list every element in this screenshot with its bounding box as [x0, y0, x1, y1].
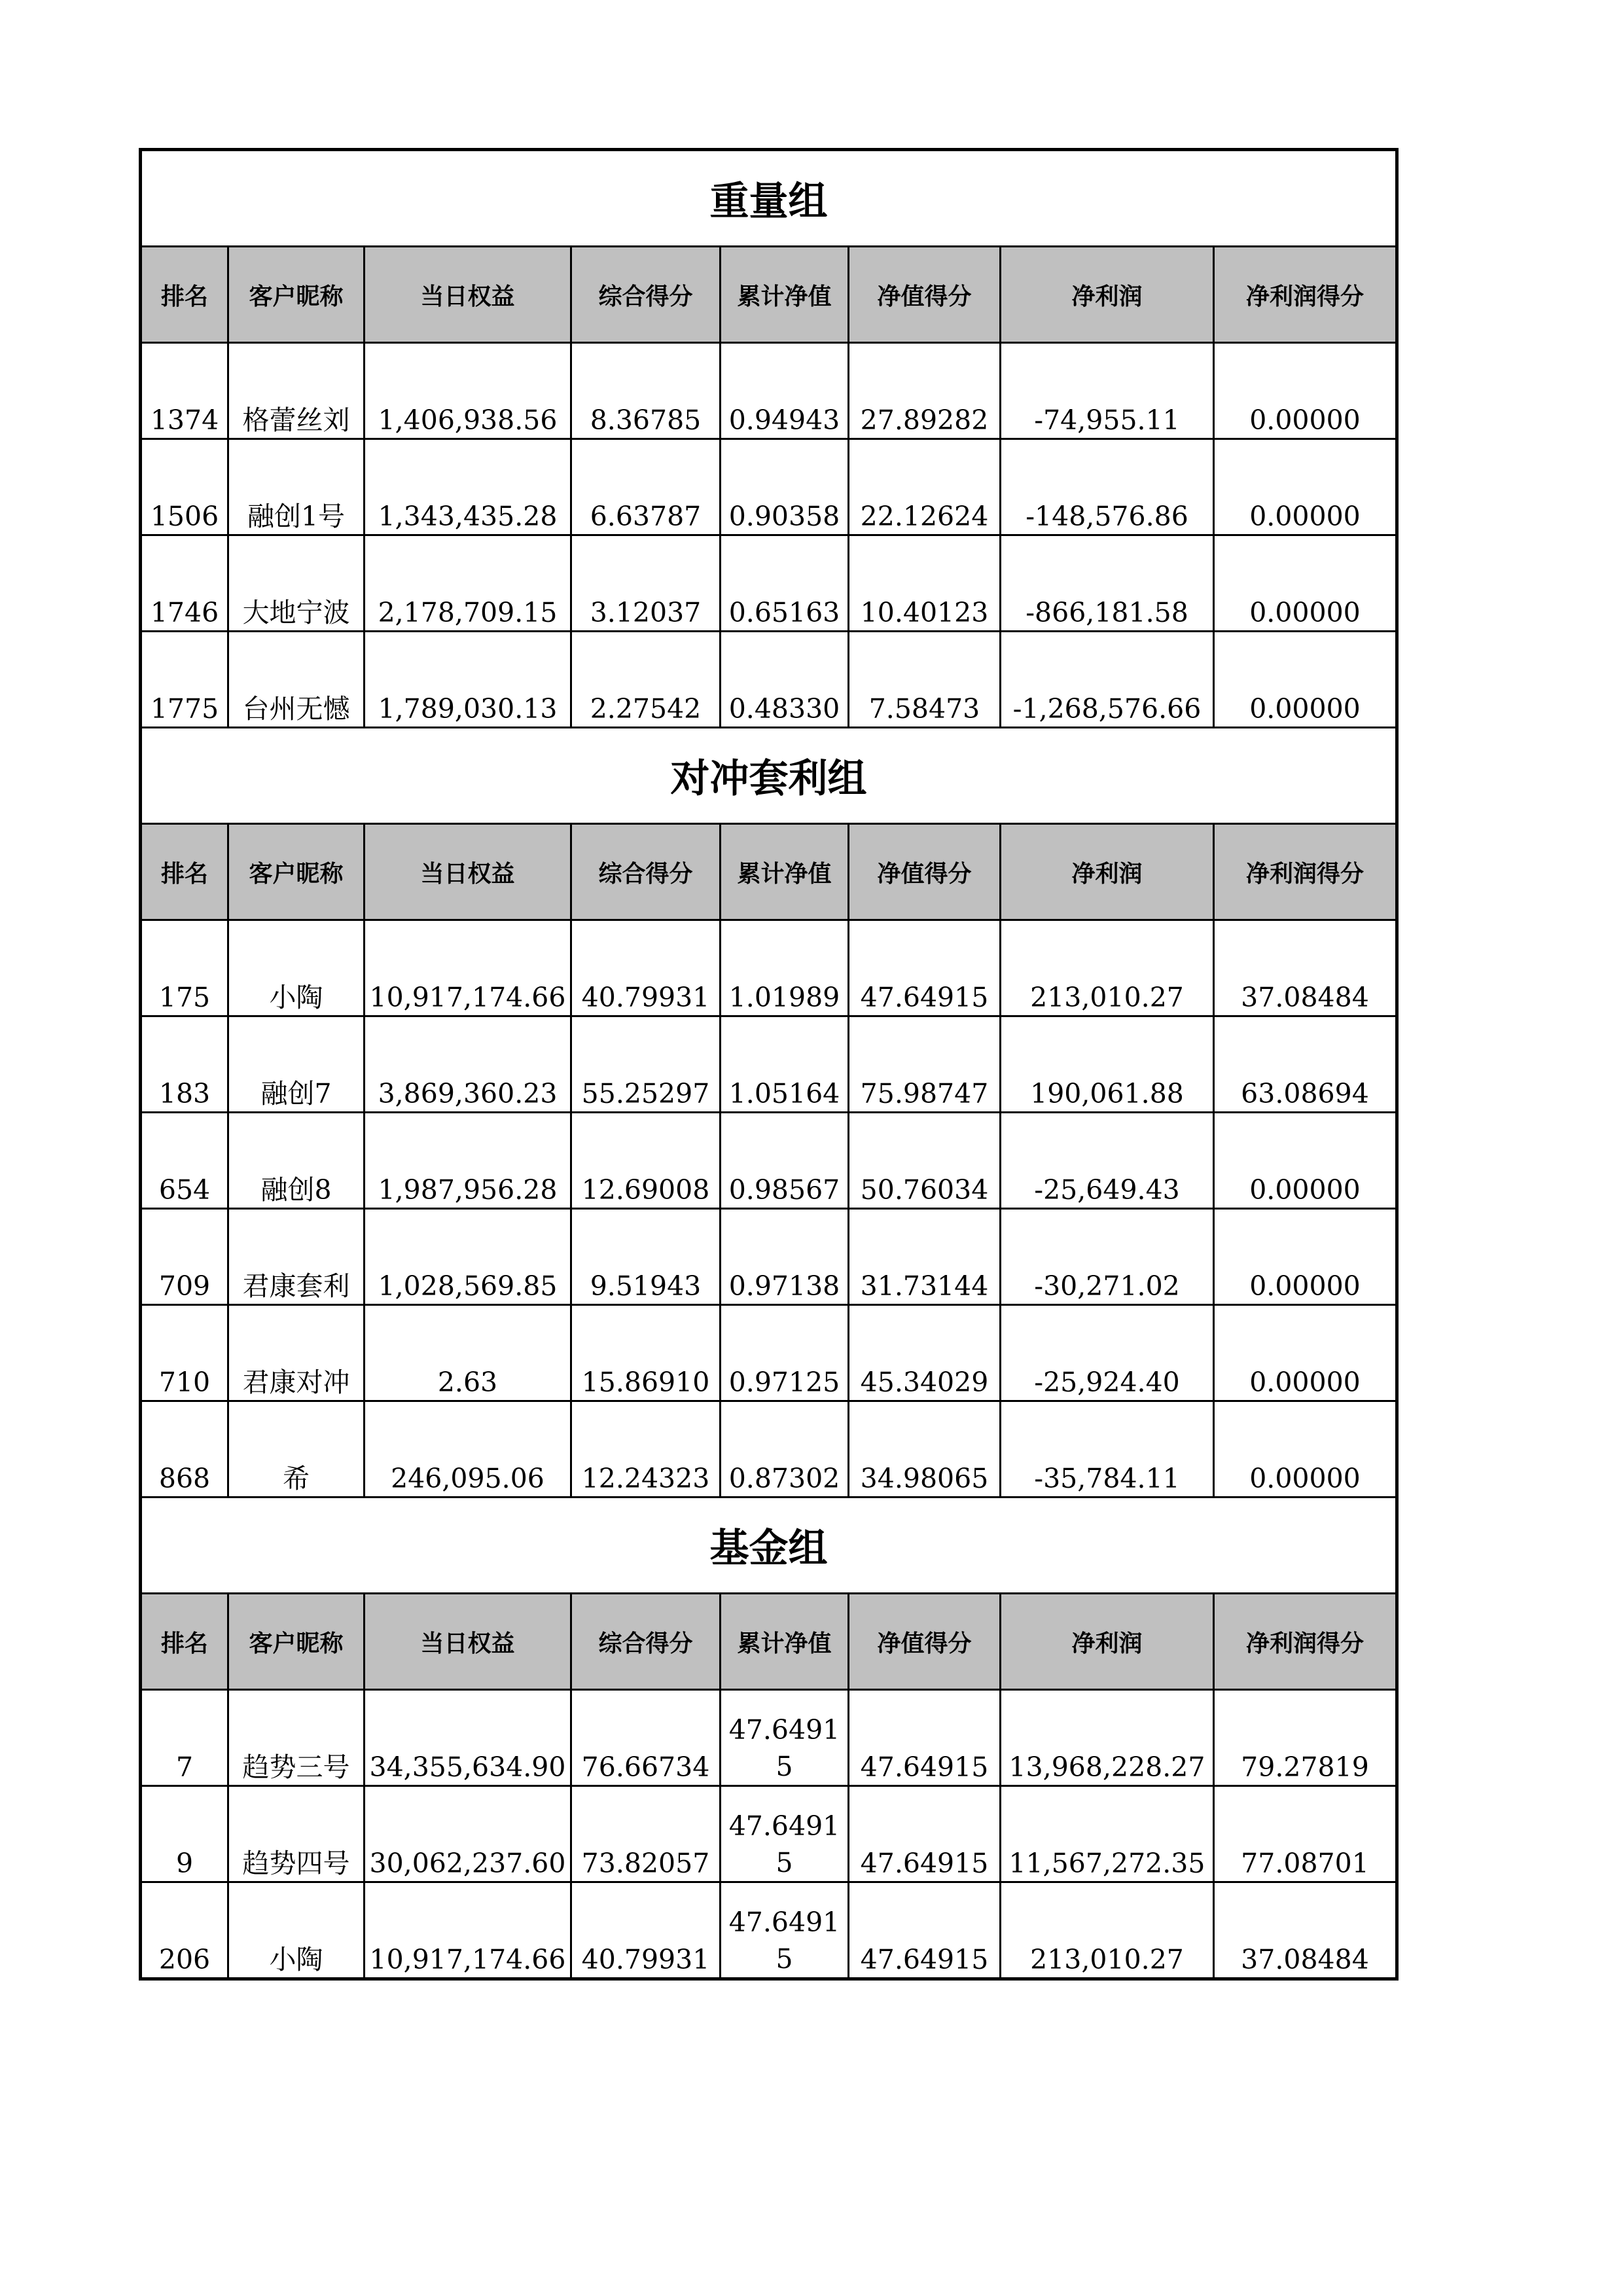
section-title: 重量组	[141, 150, 1397, 247]
nickname-cell: 融创1号	[228, 439, 365, 535]
rank-cell: 9	[141, 1786, 228, 1882]
nav-score-cell: 22.12624	[849, 439, 1001, 535]
composite-score-cell: 12.69008	[571, 1113, 721, 1209]
composite-score-cell: 2.27542	[571, 632, 721, 728]
net-profit-cell: 213,010.27	[1001, 1882, 1214, 1979]
equity-cell: 10,917,174.66	[365, 1882, 571, 1979]
rank-cell: 709	[141, 1209, 228, 1305]
composite-score-cell: 9.51943	[571, 1209, 721, 1305]
nickname-cell: 希	[228, 1401, 365, 1498]
composite-score-cell: 15.86910	[571, 1305, 721, 1401]
equity-cell: 1,406,938.56	[365, 343, 571, 439]
net-profit-score-cell: 0.00000	[1214, 343, 1397, 439]
header-daily-equity: 当日权益	[365, 824, 571, 920]
table-row	[141, 1786, 1397, 1882]
net-profit-cell: 190,061.88	[1001, 1016, 1214, 1113]
table-row	[141, 535, 1397, 632]
rank-cell: 1746	[141, 535, 228, 632]
section-title: 基金组	[141, 1498, 1397, 1594]
column-header-row	[141, 1594, 1397, 1690]
nav-score-cell: 47.64915	[849, 1786, 1001, 1882]
table-row	[141, 632, 1397, 728]
net-profit-score-cell: 0.00000	[1214, 1209, 1397, 1305]
composite-score-cell: 40.79931	[571, 920, 721, 1016]
net-profit-score-cell: 63.08694	[1214, 1016, 1397, 1113]
header-net-profit-score: 净利润得分	[1214, 824, 1397, 920]
equity-cell: 34,355,634.90	[365, 1690, 571, 1786]
equity-cell: 2.63	[365, 1305, 571, 1401]
equity-cell: 30,062,237.60	[365, 1786, 571, 1882]
net-profit-score-cell: 0.00000	[1214, 439, 1397, 535]
net-profit-cell: -1,268,576.66	[1001, 632, 1214, 728]
header-composite-score: 综合得分	[571, 247, 721, 343]
header-net-profit-score: 净利润得分	[1214, 247, 1397, 343]
net-profit-score-cell: 0.00000	[1214, 1113, 1397, 1209]
equity-cell: 1,028,569.85	[365, 1209, 571, 1305]
header-nav-score: 净值得分	[849, 1594, 1001, 1690]
nickname-cell: 小陶	[228, 920, 365, 1016]
cumulative-nav-cell: 0.94943	[721, 343, 849, 439]
section-title-row	[141, 1498, 1397, 1594]
cumulative-nav-cell: 0.87302	[721, 1401, 849, 1498]
table-row	[141, 1305, 1397, 1401]
equity-cell: 2,178,709.15	[365, 535, 571, 632]
header-nav-score: 净值得分	[849, 824, 1001, 920]
nickname-cell: 融创7	[228, 1016, 365, 1113]
header-client-nickname: 客户昵称	[228, 824, 365, 920]
nickname-cell: 台州无憾	[228, 632, 365, 728]
table-row	[141, 439, 1397, 535]
net-profit-cell: -866,181.58	[1001, 535, 1214, 632]
net-profit-score-cell: 0.00000	[1214, 632, 1397, 728]
nav-score-cell: 7.58473	[849, 632, 1001, 728]
table-row	[141, 920, 1397, 1016]
net-profit-cell: 11,567,272.35	[1001, 1786, 1214, 1882]
column-header-row	[141, 824, 1397, 920]
header-cumulative-nav: 累计净值	[721, 247, 849, 343]
nickname-cell: 君康对冲	[228, 1305, 365, 1401]
header-cumulative-nav: 累计净值	[721, 1594, 849, 1690]
nav-score-cell: 34.98065	[849, 1401, 1001, 1498]
cumulative-nav-cell: 1.05164	[721, 1016, 849, 1113]
table-row	[141, 1882, 1397, 1979]
header-client-nickname: 客户昵称	[228, 247, 365, 343]
rank-cell: 175	[141, 920, 228, 1016]
net-profit-cell: -74,955.11	[1001, 343, 1214, 439]
net-profit-cell: -25,649.43	[1001, 1113, 1214, 1209]
nickname-cell: 小陶	[228, 1882, 365, 1979]
nickname-cell: 趋势四号	[228, 1786, 365, 1882]
net-profit-score-cell: 79.27819	[1214, 1690, 1397, 1786]
header-cumulative-nav: 累计净值	[721, 824, 849, 920]
composite-score-cell: 55.25297	[571, 1016, 721, 1113]
net-profit-score-cell: 37.08484	[1214, 920, 1397, 1016]
header-net-profit-score: 净利润得分	[1214, 1594, 1397, 1690]
nickname-cell: 君康套利	[228, 1209, 365, 1305]
composite-score-cell: 3.12037	[571, 535, 721, 632]
header-composite-score: 综合得分	[571, 824, 721, 920]
nav-score-cell: 27.89282	[849, 343, 1001, 439]
nav-score-cell: 75.98747	[849, 1016, 1001, 1113]
nickname-cell: 融创8	[228, 1113, 365, 1209]
header-rank: 排名	[141, 824, 228, 920]
cumulative-nav-cell: 0.48330	[721, 632, 849, 728]
cumulative-nav-cell: 47.64915	[721, 1882, 849, 1979]
cumulative-nav-cell: 0.97125	[721, 1305, 849, 1401]
table-row	[141, 1209, 1397, 1305]
equity-cell: 1,789,030.13	[365, 632, 571, 728]
header-client-nickname: 客户昵称	[228, 1594, 365, 1690]
header-daily-equity: 当日权益	[365, 1594, 571, 1690]
ranking-table	[139, 148, 1399, 1981]
nickname-cell: 趋势三号	[228, 1690, 365, 1786]
net-profit-score-cell: 0.00000	[1214, 535, 1397, 632]
section-title-row	[141, 150, 1397, 247]
table-row	[141, 343, 1397, 439]
composite-score-cell: 73.82057	[571, 1786, 721, 1882]
cumulative-nav-cell: 0.98567	[721, 1113, 849, 1209]
cumulative-nav-cell: 0.65163	[721, 535, 849, 632]
equity-cell: 246,095.06	[365, 1401, 571, 1498]
net-profit-cell: -25,924.40	[1001, 1305, 1214, 1401]
net-profit-cell: -30,271.02	[1001, 1209, 1214, 1305]
nav-score-cell: 47.64915	[849, 1882, 1001, 1979]
nav-score-cell: 47.64915	[849, 1690, 1001, 1786]
cumulative-nav-cell: 0.90358	[721, 439, 849, 535]
nav-score-cell: 45.34029	[849, 1305, 1001, 1401]
net-profit-score-cell: 0.00000	[1214, 1401, 1397, 1498]
section-title-row	[141, 728, 1397, 824]
equity-cell: 1,987,956.28	[365, 1113, 571, 1209]
header-daily-equity: 当日权益	[365, 247, 571, 343]
header-net-profit: 净利润	[1001, 1594, 1214, 1690]
header-net-profit: 净利润	[1001, 824, 1214, 920]
table-row	[141, 1690, 1397, 1786]
rank-cell: 206	[141, 1882, 228, 1979]
header-nav-score: 净值得分	[849, 247, 1001, 343]
composite-score-cell: 12.24323	[571, 1401, 721, 1498]
nav-score-cell: 47.64915	[849, 920, 1001, 1016]
table-row	[141, 1016, 1397, 1113]
header-rank: 排名	[141, 1594, 228, 1690]
equity-cell: 10,917,174.66	[365, 920, 571, 1016]
net-profit-cell: 13,968,228.27	[1001, 1690, 1214, 1786]
equity-cell: 1,343,435.28	[365, 439, 571, 535]
header-composite-score: 综合得分	[571, 1594, 721, 1690]
equity-cell: 3,869,360.23	[365, 1016, 571, 1113]
rank-cell: 183	[141, 1016, 228, 1113]
cumulative-nav-cell: 1.01989	[721, 920, 849, 1016]
composite-score-cell: 40.79931	[571, 1882, 721, 1979]
table-row	[141, 1401, 1397, 1498]
table-row	[141, 1113, 1397, 1209]
section-title: 对冲套利组	[141, 728, 1397, 824]
rank-cell: 710	[141, 1305, 228, 1401]
net-profit-score-cell: 77.08701	[1214, 1786, 1397, 1882]
cumulative-nav-cell: 0.97138	[721, 1209, 849, 1305]
net-profit-cell: -148,576.86	[1001, 439, 1214, 535]
header-net-profit: 净利润	[1001, 247, 1214, 343]
header-rank: 排名	[141, 247, 228, 343]
rank-cell: 654	[141, 1113, 228, 1209]
rank-cell: 1506	[141, 439, 228, 535]
net-profit-score-cell: 37.08484	[1214, 1882, 1397, 1979]
cumulative-nav-cell: 47.64915	[721, 1786, 849, 1882]
cumulative-nav-cell: 47.64915	[721, 1690, 849, 1786]
composite-score-cell: 8.36785	[571, 343, 721, 439]
net-profit-cell: 213,010.27	[1001, 920, 1214, 1016]
composite-score-cell: 76.66734	[571, 1690, 721, 1786]
nav-score-cell: 50.76034	[849, 1113, 1001, 1209]
composite-score-cell: 6.63787	[571, 439, 721, 535]
nav-score-cell: 10.40123	[849, 535, 1001, 632]
rank-cell: 1374	[141, 343, 228, 439]
nav-score-cell: 31.73144	[849, 1209, 1001, 1305]
net-profit-cell: -35,784.11	[1001, 1401, 1214, 1498]
rank-cell: 1775	[141, 632, 228, 728]
column-header-row	[141, 247, 1397, 343]
nickname-cell: 格蕾丝刘	[228, 343, 365, 439]
nickname-cell: 大地宁波	[228, 535, 365, 632]
rank-cell: 7	[141, 1690, 228, 1786]
net-profit-score-cell: 0.00000	[1214, 1305, 1397, 1401]
rank-cell: 868	[141, 1401, 228, 1498]
